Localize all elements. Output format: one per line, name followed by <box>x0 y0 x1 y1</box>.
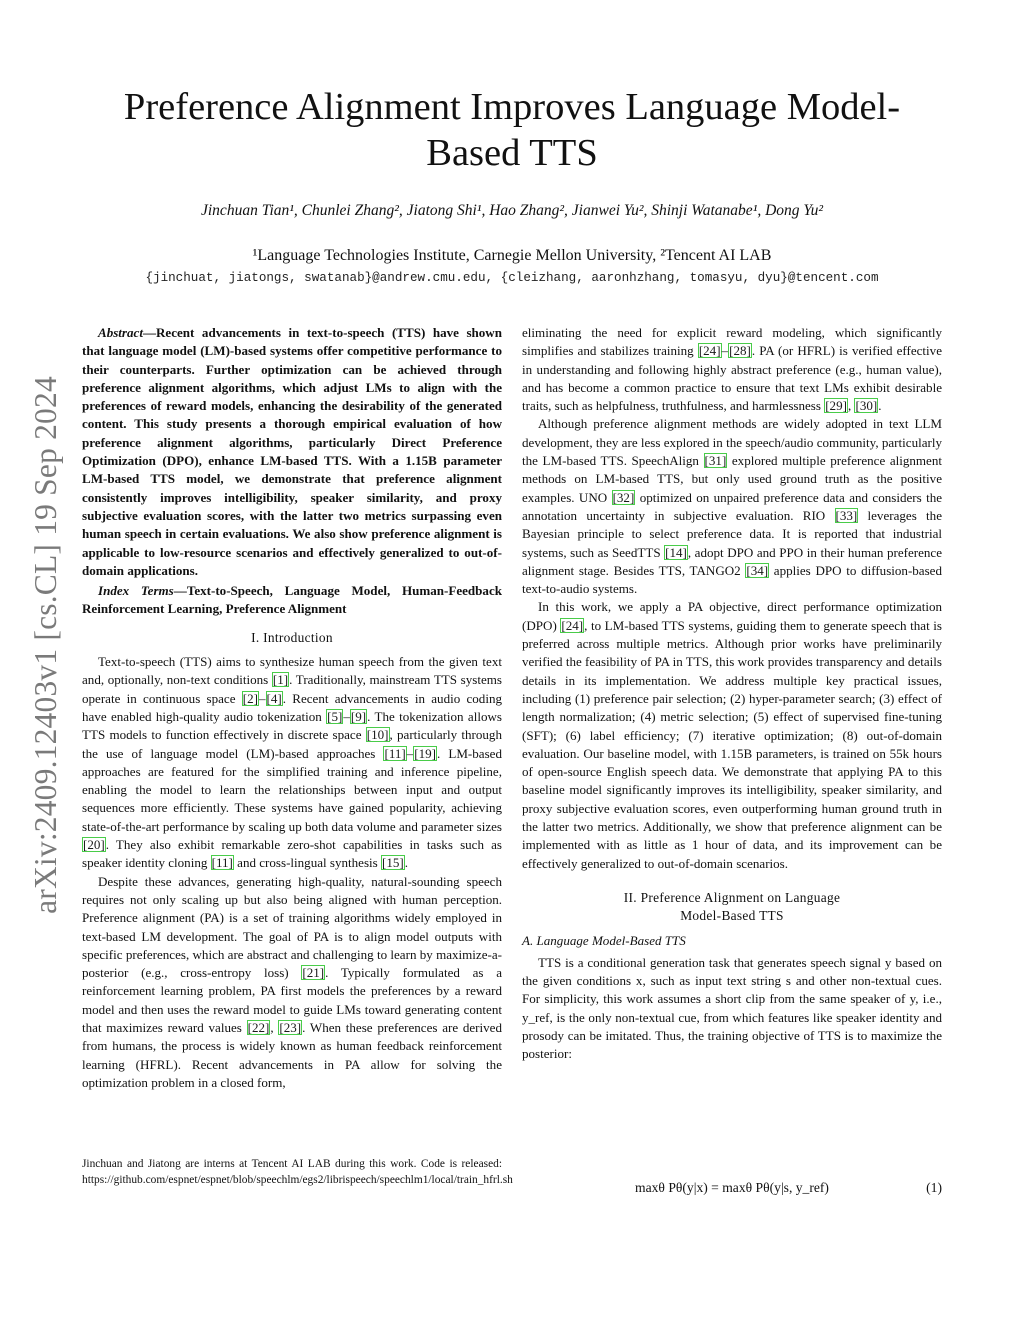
affiliations: ¹Language Technologies Institute, Carnegie Mellon University, ²Tencent AI LAB <box>252 247 772 264</box>
citation-link[interactable]: [5] <box>327 708 343 724</box>
citation-link[interactable]: [4] <box>266 690 282 706</box>
citation-link[interactable]: [30] <box>855 398 878 414</box>
tts-paragraph: TTS is a conditional generation task that generates speech signal y based on the given conditions x, such as input text string s and other non-textual cues. For simplicity, this work assumes a short clip from the same speaker of y, i.e., y_ref, is the only non-textual cue, from which features like speaker identity and prosody can be imitated. Thus, the training objective of TTS is to maximize the posterior: <box>522 954 942 1062</box>
citation-link[interactable]: [22] <box>247 1019 270 1035</box>
citation-link[interactable]: [10] <box>366 727 389 743</box>
abstract: Abstract—Recent advancements in text-to-speech (TTS) have shown that language model (LM)-based systems offer competitive performance to their counterparts. Further optimization can be achieved through preference alignment algorithms, which adjust LMs to align with the preferences of reward models, enhancing the desirability of the generated content. This study presents a thorough empirical evaluation of how preference alignment algorithms, particularly Direct Preference Optimization (DPO), enhance LM-based TTS. With a 1.15B parameter LM-based TTS model, we demonstrate that preference alignment consistently improves intelligibility, speaker similarity, and proxy subjective evaluation scores, with the latter two metrics surpassing even human speech in certain evaluations. We also show preference alignment is applicable to low-resource scenarios and effectively generalized to out-of-domain applications. <box>82 325 502 578</box>
citation-link[interactable]: [29] <box>825 398 847 414</box>
section-heading-introduction: I. Introduction <box>251 629 333 645</box>
right-column <box>522 324 942 1064</box>
right-paragraph-1: eliminating the need for explicit reward modeling, which significantly simplifies and stabilizes training [24]–[28]. PA (or HFRL) is verified effective in understanding and following highly abstract preference (e.g., human value), and has become a common practice to ensure that text LMs exhibit desirable traits, such as helpfulness, truthfulness, and harmlessness [29], [30]. <box>522 325 942 414</box>
index-terms-label: Index Terms <box>98 583 174 599</box>
intro-paragraph-1: Text-to-speech (TTS) aims to synthesize human speech from the given text and, optionally, non-text conditions [1]. Traditionally, mainstream TTS systems operate in continuous space [2]–[4]. Recent advancements in audio coding have enabled high-quality audio tokenization [5]–[9]. The tokenization allows TTS models to function effectively in discrete space [10], particularly through the use of language model (LM)-based approaches [11]–[19]. LM-based approaches are featured for the simplified training and inference pipeline, enabling the model to learn the relationships between input and output sequences more efficiently. These systems have gained popularity, achieving state-of-the-art performance by scaling up both data volume and parameter sizes [20]. They also exhibit remarkable zero-shot capabilities in tasks such as speaker identity cloning [11] and cross-lingual synthesis [15]. <box>82 654 502 871</box>
left-column <box>82 324 502 1092</box>
section-heading-2: II. Preference Alignment on Language Model-Based TTS <box>623 889 841 924</box>
citation-link[interactable]: [1] <box>272 672 289 688</box>
equation-number: (1) <box>926 1180 942 1195</box>
citation-link[interactable]: [23] <box>279 1019 302 1035</box>
abstract-label: Abstract <box>98 325 143 340</box>
arxiv-side-label: arXiv:2409.12403v1 [cs.CL] 19 Sep 2024 <box>28 376 63 914</box>
footnote: Jinchuan and Jiatong are interns at Tencent AI LAB during this work. Code is released: https://github.com/espnet/espnet/blob/speechlm/egs2/librispeech/speechlm1/local/train_hfrl.sh <box>82 1158 513 1186</box>
citation-link[interactable]: [9] <box>350 708 367 724</box>
citation-link[interactable]: [2] <box>242 690 258 706</box>
citation-link[interactable]: [31] <box>704 453 727 469</box>
citation-link[interactable]: [15] <box>382 855 404 871</box>
citation-link[interactable]: [32] <box>612 489 635 505</box>
equation-body: maxθ Pθ(y|x) = maxθ Pθ(y|s, y_ref) <box>635 1180 829 1195</box>
citation-link[interactable]: [20] <box>83 837 105 853</box>
author-emails: {jinchuat, jiatongs, swatanab}@andrew.cmu.edu, {cleizhang, aaronhzhang, tomasyu, dyu}@tencent.com <box>145 271 879 285</box>
intro-paragraph-2: Despite these advances, generating high-quality, natural-sounding speech requires not only scaling up but also being aligned with human perception. Preference alignment (PA) is a set of training algorithms widely employed in text-based LM development. The goal of PA is to align model outputs with specific preferences, which are abstract and challenging to learn by maximize-a-posterior (e.g., cross-entropy loss) [21]. Typically formulated as a reinforcement learning problem, PA first models the preferences by a reward model and then uses the reward model to guide LMs toward generating content that maximizes reward values [22], [23]. When these preferences are derived from humans, the process is widely known as human feedback reinforcement learning (HFRL). Recent advancements in PA allow for solving the optimization problem in a closed form, <box>82 873 502 1090</box>
subsection-heading-a: A. Language Model-Based TTS <box>522 932 686 948</box>
index-terms: Index Terms—Text-to-Speech, Language Model, Human-Feedback Reinforcement Learning, Preference Alignment <box>82 583 502 617</box>
citation-link[interactable]: [11] <box>384 745 406 761</box>
right-paragraph-3: In this work, we apply a PA objective, direct performance optimization (DPO) [24], to LM-based TTS systems, guiding them to generate speech that is preferred across multiple metrics. Although prior works have preliminarily verified the feasibility of PA in TTS, this work provides transparency and details details in its implementation. We address multiple key practical issues, including (1) preference pair selection; (2) hyper-parameter search; (3) effect of length normalization; (4) metric selection; (5) effect of supervised fine-tuning (SFT); (6) label efficiency; (7) iterative optimization; (8) out-of-domain evaluation. Our baseline model, with 1.15B parameters, is trained on 55k hours of open-source English speech data. We demonstrate that applying PA to this baseline model significantly improves its intelligibility, speaker similarity, and proxy subjective evaluation scores, even outperforming human ground truth in the latter two metrics. Additionally, we show that preference alignment can be implemented with as little as 1 hour of data, and its improvement can be effectively generalized to out-of-domain scenarios. <box>522 599 942 871</box>
citation-link[interactable]: [14] <box>665 544 687 560</box>
citation-link[interactable]: [21] <box>302 965 325 981</box>
citation-link[interactable]: [34] <box>746 562 769 578</box>
paper-title: Preference Alignment Improves Language Model-Based TTS <box>123 86 901 174</box>
author-list: Jinchuan Tian¹, Chunlei Zhang², Jiatong Shi¹, Hao Zhang², Jianwei Yu², Shinji Watanabe¹, Dong Yu² <box>201 202 823 219</box>
citation-link[interactable]: [24] <box>561 617 584 633</box>
citation-link[interactable]: [19] <box>414 745 437 761</box>
citation-link[interactable]: [28] <box>729 343 751 359</box>
citation-link[interactable]: [24] <box>698 343 721 359</box>
citation-link[interactable]: [11] <box>211 855 233 871</box>
citation-link[interactable]: [33] <box>835 507 858 523</box>
right-paragraph-2: Although preference alignment methods are widely adopted in text LLM development, they are less explored in the speech/audio community, particularly the LM-based TTS. SpeechAlign [31] explored multiple preference alignment methods on LM-based TTS, but only used ground truth as the positive examples. UNO [32] optimized on unpaired preference data and considers the annotation uncertainty in subjective evaluation. RIO [33] leverages the Bayesian principle to select preference data. It is reported that industrial systems, such as SeedTTS [14], adopt DPO and PPO in their human preference alignment stage. Besides TTS, TANGO2 [34] applies DPO to diffusion-based text-to-audio systems. <box>522 416 943 597</box>
